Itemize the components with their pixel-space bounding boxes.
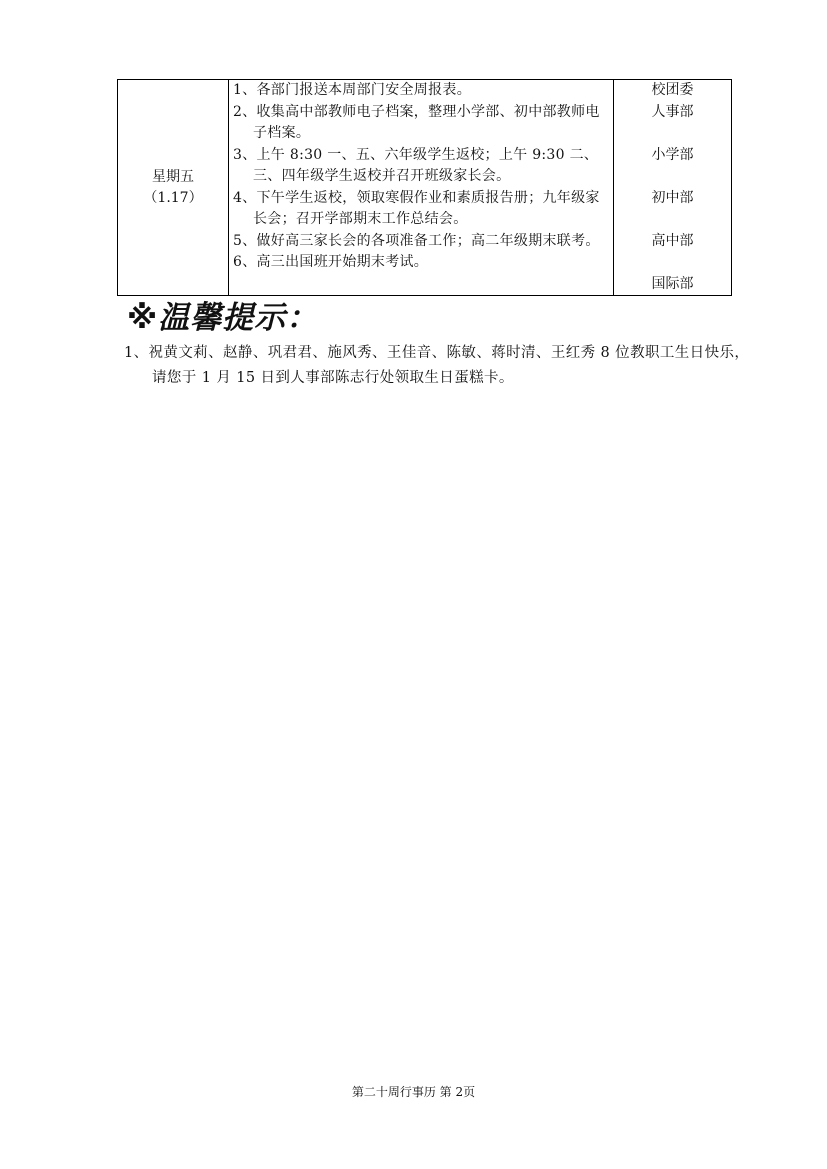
department-spacer bbox=[614, 166, 731, 188]
task-item: 3、上午 8:30 一、五、六年级学生返校；上午 9:30 二、三、四年级学生返校并召开班级家长会。 bbox=[233, 146, 599, 184]
day-cell bbox=[118, 80, 229, 296]
birthday-notice: 1、祝黄文莉、赵静、巩君君、施风秀、王佳音、陈敏、蒋时清、王红秀 8 位教职工生日快乐，请您于 1 月 15 日到人事部陈志行处领取生日蛋糕卡。 bbox=[124, 345, 750, 386]
task-item: 5、做好高三家长会的各项准备工作；高二年级期末联考。 bbox=[233, 232, 600, 249]
task-item: 2、收集高中部教师电子档案，整理小学部、初中部教师电子档案。 bbox=[233, 103, 600, 141]
department-label: 初中部 bbox=[651, 189, 694, 206]
task-item: 6、高三出国班开始期末考试。 bbox=[233, 254, 429, 270]
department-spacer bbox=[614, 209, 731, 231]
department-label: 校团委 bbox=[651, 82, 694, 98]
tasks-cell bbox=[229, 80, 614, 296]
table-row bbox=[118, 80, 732, 296]
tip-heading: ※温馨提示： bbox=[127, 300, 319, 336]
page-footer: 第二十周行事历 第 2页 bbox=[351, 1085, 476, 1099]
departments-cell bbox=[614, 80, 732, 296]
department-label: 人事部 bbox=[651, 103, 694, 120]
task-item: 4、下午学生返校，领取寒假作业和素质报告册；九年级家长会；召开学部期末工作总结会。 bbox=[233, 189, 600, 227]
task-item: 1、各部门报送本周部门安全周报表。 bbox=[233, 82, 472, 98]
department-label: 国际部 bbox=[651, 275, 694, 292]
day-label: 星期五 bbox=[152, 168, 194, 185]
department-label: 高中部 bbox=[651, 232, 694, 249]
schedule-table bbox=[117, 79, 732, 296]
department-spacer bbox=[614, 123, 731, 145]
department-label: 小学部 bbox=[651, 146, 694, 163]
department-spacer bbox=[614, 252, 731, 274]
date-label: （1.17） bbox=[143, 189, 203, 206]
